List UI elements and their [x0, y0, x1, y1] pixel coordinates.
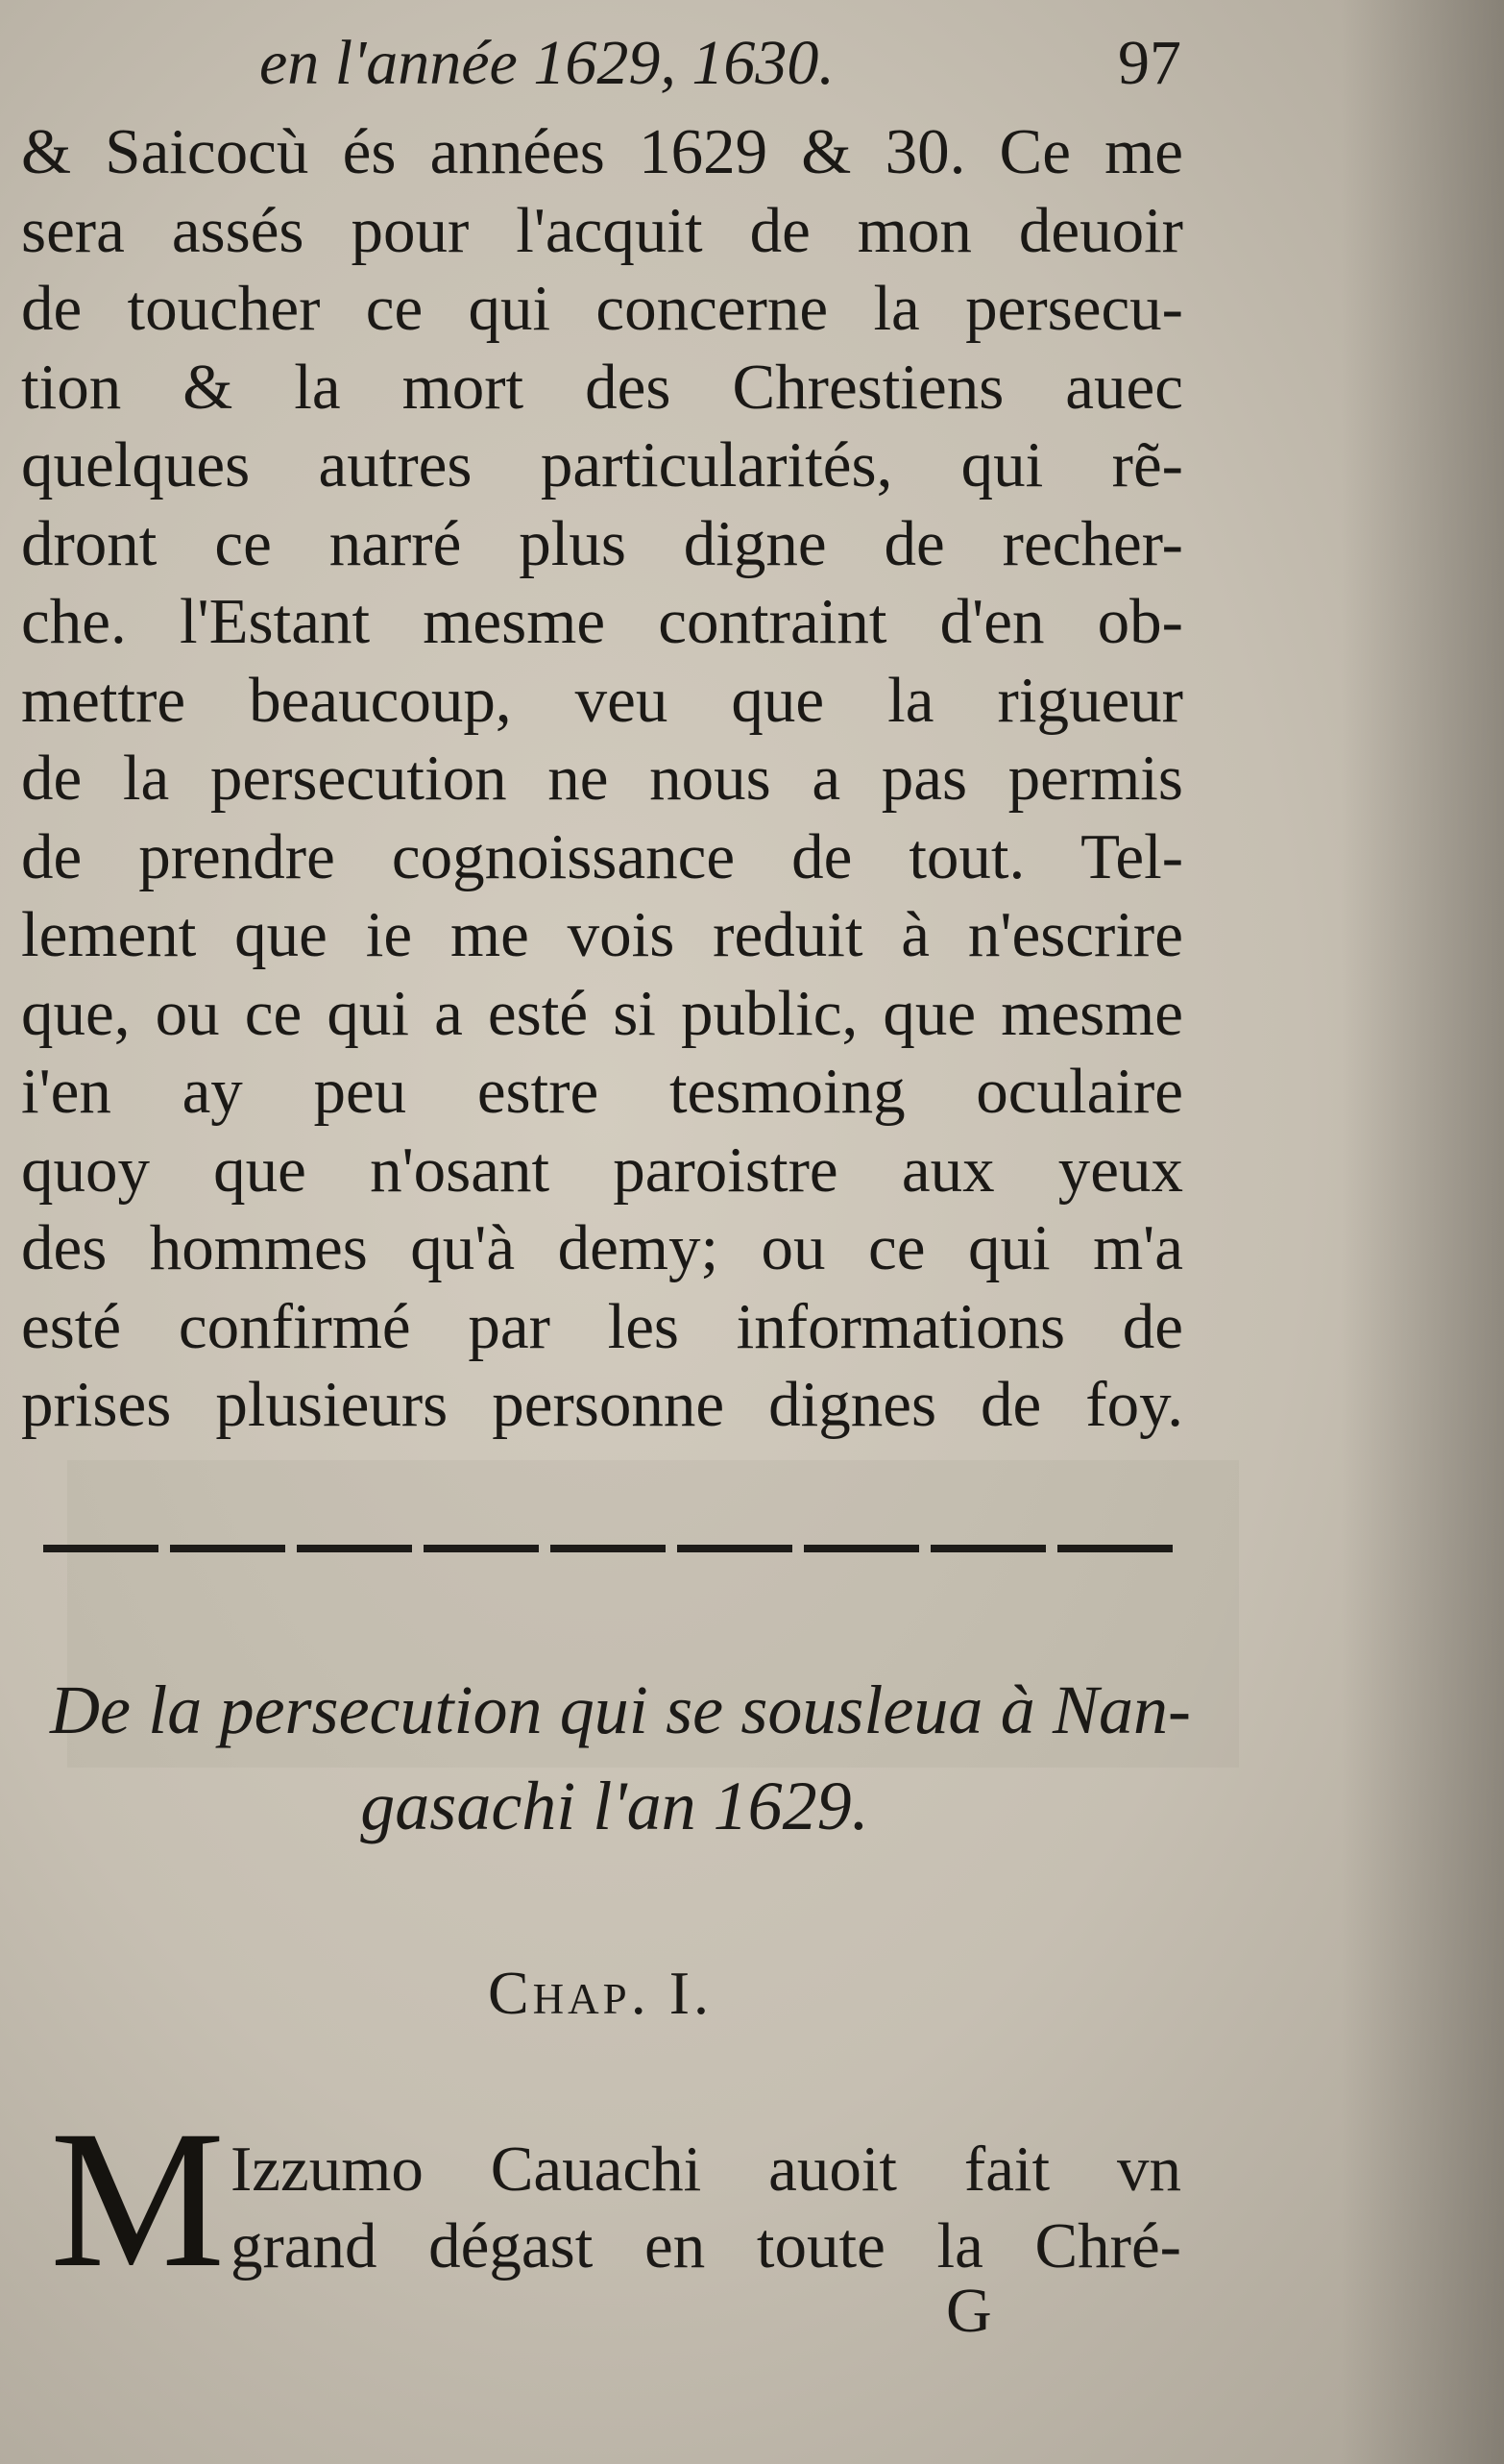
text-line: dront ce narré plus digne de recher-	[21, 507, 1183, 579]
text-line: quelques autres particularités, qui rẽ-	[21, 429, 1183, 500]
text-line: sera assés pour l'acquit de mon deuoir	[21, 194, 1183, 266]
running-head-title: en l'année 1629, 1630.	[259, 28, 835, 98]
page-number: 97	[1118, 28, 1181, 98]
chapter-label: Chap. I.	[487, 1959, 714, 2027]
signature-mark: G	[946, 2276, 992, 2346]
text-line: prises plusieurs personne dignes de foy.	[21, 1369, 1183, 1440]
drop-cap: M	[50, 2090, 226, 2308]
text-line: de toucher ce qui concerne la persecu-	[21, 273, 1183, 344]
text-line: de prendre cognoissance de tout. Tel-	[21, 820, 1183, 892]
section-heading-line: gasachi l'an 1629.	[360, 1768, 869, 1844]
text-line: tion & la mort des Chrestiens auec	[21, 351, 1183, 423]
text-line: esté confirmé par les informations de	[21, 1290, 1183, 1362]
text-line: che. l'Estant mesme contraint d'en ob-	[21, 586, 1183, 657]
page-gutter-shadow	[1341, 0, 1504, 2464]
section-divider-rule	[43, 1545, 1181, 1552]
text-line: de la persecution ne nous a pas permis	[21, 743, 1183, 814]
text-line: des hommes qu'à demy; ou ce qui m'a	[21, 1212, 1183, 1283]
body-text	[21, 113, 1183, 1445]
text-line: Izzumo Cauachi auoit fait vn	[230, 2134, 1181, 2205]
text-line: lement que ie me vois reduit à n'escrire	[21, 899, 1183, 970]
text-line: i'en ay peu estre tesmoing oculaire	[21, 1056, 1183, 1127]
text-line: grand dégast en toute la Chré-	[230, 2210, 1181, 2281]
opening-paragraph	[230, 2131, 1181, 2284]
text-line: quoy que n'osant paroistre aux yeux	[21, 1134, 1183, 1206]
text-line: mettre beaucoup, veu que la rigueur	[21, 664, 1183, 736]
text-line: que, ou ce qui a esté si public, que mesme	[21, 977, 1183, 1049]
text-line: & Saicocù és années 1629 & 30. Ce me	[21, 116, 1183, 187]
section-heading	[38, 1662, 1191, 1854]
section-heading-line: De la persecution qui se sousleua à Nan-	[50, 1671, 1191, 1748]
running-head	[259, 27, 1181, 113]
